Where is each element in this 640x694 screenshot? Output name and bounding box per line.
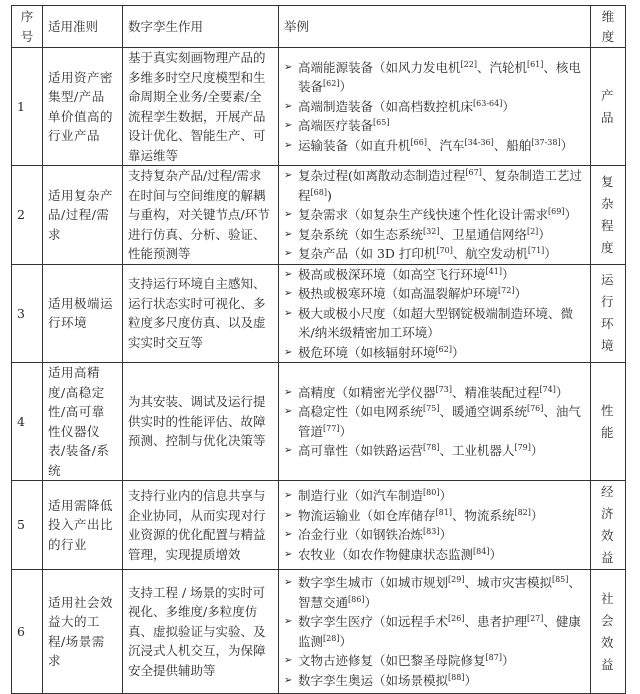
- arrow-bullet-icon: ➢: [284, 346, 293, 358]
- row-rule: 适用复杂产品/过程/需求: [43, 166, 123, 265]
- digital-twin-criteria-table: [11, 5, 626, 694]
- example-item: [284, 525, 585, 545]
- row-index: 4: [12, 363, 43, 481]
- arrow-bullet-icon: ➢: [284, 445, 293, 456]
- example-text: 、船舶: [493, 137, 532, 153]
- example-text: ）: [339, 423, 352, 439]
- row-examples: [279, 166, 591, 265]
- row-index: 1: [12, 48, 43, 166]
- example-item: [284, 573, 585, 612]
- example-list: [284, 265, 585, 363]
- row-dimension: [591, 166, 626, 265]
- table-row: [12, 363, 626, 481]
- example-item: [284, 116, 585, 136]
- arrow-bullet-icon: ➢: [284, 386, 293, 398]
- dimension-label: 运行环境: [601, 272, 614, 354]
- citation-ref: [67]: [465, 168, 482, 177]
- example-text: ）: [560, 137, 574, 153]
- example-text: 物流运输业（如仓库储存: [298, 507, 436, 523]
- example-text: 、汽车: [426, 137, 465, 153]
- example-text: 数字孪生奥运（如场景模拟: [298, 672, 449, 688]
- example-text: 、油气管道: [298, 404, 581, 439]
- example-text: 制造行业（如汽车制造: [298, 488, 424, 503]
- citation-ref: [26]: [448, 614, 465, 623]
- citation-ref: [86]: [348, 594, 365, 604]
- example-list: [284, 573, 585, 690]
- example-text: 、核电装备: [298, 59, 581, 95]
- arrow-bullet-icon: ➢: [284, 228, 293, 240]
- citation-ref: [41]: [485, 266, 502, 276]
- table-row: [12, 166, 626, 265]
- dimension-label: 产品: [601, 87, 614, 125]
- citation-ref: [28]: [323, 633, 340, 643]
- citation-ref: [34-36]: [464, 137, 494, 147]
- arrow-bullet-icon: ➢: [284, 406, 293, 417]
- citation-ref: [70]: [436, 246, 453, 255]
- example-item: [284, 265, 585, 285]
- example-item: [284, 97, 585, 117]
- example-text: 、暖通空调系统: [439, 404, 527, 419]
- example-text: 极危环境（如核辐射环境: [298, 344, 436, 360]
- arrow-bullet-icon: ➢: [284, 307, 293, 319]
- citation-ref: [73]: [435, 384, 452, 394]
- citation-ref: [79]: [514, 443, 531, 452]
- example-text: 高可靠性（如铁路运营: [298, 443, 424, 458]
- example-text: ）: [538, 226, 551, 242]
- example-text: 复杂需求（如复杂生产线快速个性化设计需求: [298, 207, 549, 222]
- example-item: [284, 136, 585, 156]
- example-text: ）: [555, 384, 569, 400]
- citation-ref: [75]: [423, 404, 440, 413]
- arrow-bullet-icon: ➢: [284, 268, 293, 280]
- example-text: 农牧业（如农作物健康状态监测: [298, 546, 474, 562]
- example-text: ）: [464, 672, 477, 688]
- citation-ref: [66]: [410, 137, 427, 147]
- example-text: ）: [339, 79, 352, 95]
- example-item: [284, 506, 585, 526]
- table-row: [12, 570, 626, 694]
- table-row: [12, 264, 626, 363]
- arrow-bullet-icon: ➢: [284, 61, 293, 73]
- example-text: 极高或极深环境（如高空飞行环境: [298, 266, 486, 282]
- example-text: 运输装备（如直升机: [298, 137, 411, 153]
- citation-ref: [84]: [473, 546, 490, 556]
- arrow-bullet-icon: ➢: [284, 209, 293, 220]
- example-text: ）: [339, 633, 352, 649]
- row-index: 3: [12, 264, 43, 363]
- example-text: 、健康监测: [298, 614, 581, 649]
- row-index: 6: [12, 570, 43, 694]
- example-text: 极热或极寒环境（如高温裂解炉环境: [298, 286, 499, 301]
- example-item: [284, 383, 585, 403]
- example-text: 复杂系统（如生态系统: [298, 226, 424, 242]
- row-rule: 适用极端运行环境: [43, 264, 123, 363]
- row-examples: [279, 48, 591, 166]
- example-list: [284, 383, 585, 461]
- example-text: 高稳定性（如电网系统: [298, 404, 424, 419]
- example-text: 、汽轮机: [476, 59, 527, 75]
- example-item: [284, 225, 585, 245]
- row-role: 支持运行环境自主感知、运行状态实时可视化、多粒度多尺度仿真、以及虚实实时交互等: [123, 264, 279, 363]
- citation-ref: [65]: [373, 118, 390, 128]
- example-text: ）: [514, 286, 527, 301]
- example-item: [284, 343, 585, 363]
- dimension-label: 复杂程度: [601, 173, 614, 255]
- arrow-bullet-icon: ➢: [284, 248, 293, 259]
- citation-ref: [77]: [323, 423, 340, 433]
- example-text: ）: [502, 98, 515, 114]
- citation-ref: [74]: [539, 384, 556, 394]
- row-dimension: [591, 363, 626, 481]
- arrow-bullet-icon: ➢: [284, 120, 293, 132]
- example-item: [284, 58, 585, 97]
- row-role: 支持复杂产品/过程/需求在时间与空间维度的解耦与重构，对关键节点/环节进行仿真、分析、验证、性能预测等: [123, 166, 279, 265]
- example-text: ）: [501, 653, 515, 668]
- example-text: ）: [530, 443, 544, 458]
- arrow-bullet-icon: ➢: [284, 100, 293, 112]
- example-text: 高端医疗装备: [298, 118, 374, 134]
- row-dimension: [591, 48, 626, 166]
- row-rule: 适用资产密集型/产品单价值高的行业产品: [43, 48, 123, 166]
- example-text: 数字孪生医疗（如远程手术: [298, 614, 449, 629]
- arrow-bullet-icon: ➢: [284, 170, 293, 181]
- example-text: ）: [544, 246, 557, 261]
- example-item: [284, 486, 585, 506]
- example-text: ）: [489, 546, 502, 562]
- citation-ref: [82]: [514, 507, 531, 517]
- example-text: 高端制造装备（如高档数控机床: [298, 98, 474, 114]
- row-examples: [279, 363, 591, 481]
- row-dimension: [591, 481, 626, 570]
- row-index: 5: [12, 481, 43, 570]
- example-text: 复杂产品（如 3D 打印机: [298, 246, 437, 261]
- example-list: [284, 58, 585, 156]
- example-text: 、精准装配过程: [451, 384, 540, 400]
- example-text: 、航空发动机: [452, 246, 528, 261]
- row-role: 支持行业内的信息共享与企业协同，从而实现对行业资源的优化配置与精益管理，实现提质增效: [123, 481, 279, 570]
- citation-ref: [32]: [423, 226, 440, 236]
- example-text: 极大或极小尺度（如超大型钢锭极端制造环境、微米/纳米级精密加工环境）: [298, 305, 574, 340]
- example-text: 、智慧交通: [298, 575, 581, 610]
- example-list: [284, 166, 585, 264]
- row-dimension: [591, 570, 626, 694]
- citation-ref: [69]: [548, 207, 565, 216]
- arrow-bullet-icon: ➢: [284, 529, 293, 540]
- example-text: 文物古迹修复（如巴黎圣母院修复: [298, 653, 486, 668]
- header-role: 数字孪生作用: [123, 6, 279, 48]
- row-role: 基于真实刻画物理产品的多维多时空尺度模型和生命周期全业务/全要素/全流程孪生数据，开展产品设计优化、智能生产、可靠运维等: [123, 48, 279, 166]
- example-text: 、复杂制造工艺过程: [298, 168, 582, 203]
- row-index: 2: [12, 166, 43, 265]
- citation-ref: [62]: [323, 79, 340, 89]
- example-text: ）: [439, 488, 452, 503]
- citation-ref: [62]: [435, 344, 452, 354]
- arrow-bullet-icon: ➢: [284, 509, 293, 521]
- example-text: 高精度（如精密光学仪器: [298, 384, 436, 400]
- example-text: ）: [364, 594, 377, 610]
- example-text: 冶金行业（如钢铁冶炼: [298, 527, 424, 542]
- header-rule: 适用准则: [43, 6, 123, 48]
- example-text: ）: [501, 266, 515, 282]
- arrow-bullet-icon: ➢: [284, 288, 293, 299]
- citation-ref: [22]: [460, 59, 477, 69]
- example-text: 、城市灾害模拟: [464, 575, 552, 590]
- example-item: [284, 166, 585, 205]
- example-text: 高端能源装备（如风力发电机: [298, 59, 461, 75]
- header-row: [12, 6, 626, 48]
- citation-ref: [2]: [526, 226, 539, 236]
- citation-ref: [87]: [485, 653, 502, 662]
- example-text: ）: [530, 507, 544, 523]
- example-text: 、工业机器人: [439, 443, 515, 458]
- row-examples: [279, 570, 591, 694]
- citation-ref: [81]: [435, 507, 452, 517]
- arrow-bullet-icon: ➢: [284, 548, 293, 560]
- header-dimension: 维度: [591, 6, 626, 48]
- example-item: [284, 441, 585, 461]
- table-row: [12, 48, 626, 166]
- citation-ref: [76]: [526, 404, 544, 413]
- row-rule: 适用需降低投入产出比的行业: [43, 481, 123, 570]
- row-examples: [279, 481, 591, 570]
- table-row: [12, 481, 626, 570]
- example-item: [284, 304, 585, 343]
- example-item: [284, 244, 585, 264]
- row-rule: 适用高精度/高稳定性/高可靠性仪器仪表/装备/系统: [43, 363, 123, 481]
- citation-ref: [80]: [423, 488, 440, 497]
- example-text: 复杂过程(如离散动态制造过程: [298, 168, 466, 183]
- example-item: [284, 612, 585, 651]
- example-text: ）: [439, 527, 452, 542]
- citation-ref: [72]: [498, 286, 515, 295]
- row-dimension: [591, 264, 626, 363]
- citation-ref: [85]: [551, 575, 569, 584]
- example-item: [284, 402, 585, 441]
- citation-ref: [68]: [310, 187, 327, 197]
- citation-ref: [78]: [423, 443, 440, 452]
- example-text: ）: [451, 344, 465, 360]
- arrow-bullet-icon: ➢: [284, 674, 293, 686]
- example-text: 数字孪生城市（如城市规划: [298, 575, 449, 590]
- row-role: 支持工程 / 场景的实时可视化、多维度/多粒度仿真、虚拟验证与实验、及沉浸式人机交互，为保障安全提供辅助等: [123, 570, 279, 694]
- arrow-bullet-icon: ➢: [284, 616, 293, 627]
- dimension-label: 社会效益: [601, 590, 614, 672]
- arrow-bullet-icon: ➢: [284, 655, 293, 666]
- example-item: [284, 545, 585, 565]
- citation-ref: [27]: [526, 614, 544, 623]
- citation-ref: [83]: [423, 527, 440, 536]
- example-text: ): [326, 187, 332, 203]
- example-item: [284, 671, 585, 691]
- header-index: 序号: [12, 6, 43, 48]
- arrow-bullet-icon: ➢: [284, 577, 293, 588]
- row-role: 为其安装、调试及运行提供实时的性能评估、故障预测、控制与优化决策等: [123, 363, 279, 481]
- citation-ref: [88]: [448, 672, 465, 682]
- dimension-label: 经济效益: [601, 484, 614, 565]
- example-list: [284, 486, 585, 564]
- citation-ref: [71]: [527, 246, 545, 255]
- example-text: 、物流系统: [451, 507, 515, 523]
- arrow-bullet-icon: ➢: [284, 139, 293, 151]
- example-item: [284, 205, 585, 225]
- citation-ref: [61]: [526, 59, 544, 69]
- example-text: ）: [564, 207, 577, 222]
- row-rule: 适用社会效益大的工程/场景需求: [43, 570, 123, 694]
- arrow-bullet-icon: ➢: [284, 490, 293, 501]
- dimension-label: 性能: [601, 402, 614, 440]
- row-examples: [279, 264, 591, 363]
- example-item: [284, 284, 585, 304]
- example-text: 、患者护理: [464, 614, 527, 629]
- header-examples: 举例: [279, 6, 591, 48]
- example-text: 、卫星通信网络: [439, 226, 527, 242]
- citation-ref: [37-38]: [531, 137, 561, 147]
- citation-ref: [29]: [448, 575, 465, 584]
- citation-ref: [63-64]: [473, 98, 503, 108]
